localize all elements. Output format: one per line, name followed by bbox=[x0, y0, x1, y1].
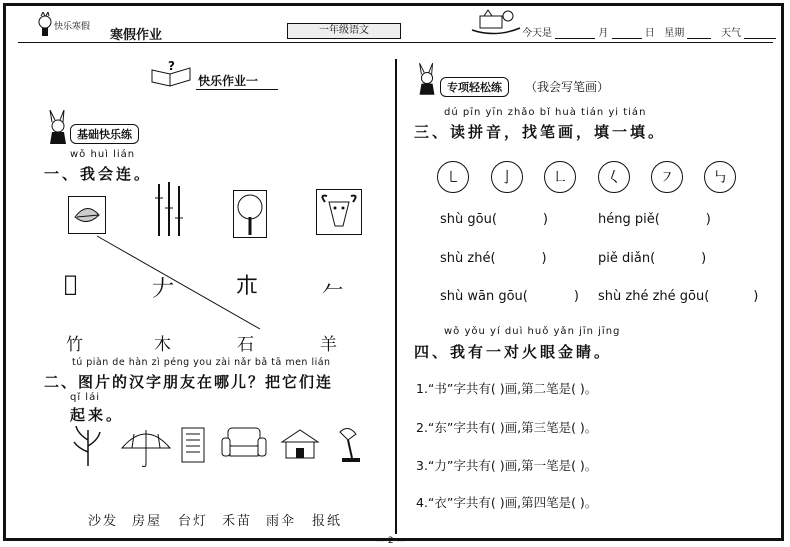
q3-pinyin: dú pīn yīn zhǎo bǐ huà tián yi tián bbox=[444, 107, 647, 118]
close-paren: ) bbox=[753, 289, 759, 304]
rabbit-mascot-icon-right bbox=[414, 62, 440, 100]
q4-item-4: 4.“衣”字共有( )画,第四笔是( )。 bbox=[416, 495, 598, 510]
modern-char-1: 竹 bbox=[66, 335, 83, 355]
date-today-label: 今天是 bbox=[522, 28, 552, 39]
stroke-name-row-2-left bbox=[440, 251, 547, 266]
stroke-name-label: shù zhé( bbox=[440, 251, 496, 266]
stroke-circle-6: ㇉ bbox=[704, 161, 736, 193]
brand-logo bbox=[36, 12, 110, 40]
date-day-label: 日 bbox=[644, 28, 655, 39]
goat-picture bbox=[316, 189, 362, 235]
stroke-name-row-2-right bbox=[598, 251, 706, 266]
ancient-char-2: 𠂇 bbox=[152, 277, 175, 302]
stroke-name-row-1-right bbox=[598, 212, 711, 227]
date-week-blank bbox=[687, 28, 711, 39]
date-week-label: 星期 bbox=[664, 28, 685, 39]
q1-pinyin: wǒ huì lián bbox=[70, 149, 136, 160]
stroke-circle-5: ㇇ bbox=[651, 161, 683, 193]
column-divider bbox=[395, 59, 397, 534]
tree-picture bbox=[233, 190, 267, 238]
stroke-name-row-3-right bbox=[598, 289, 758, 304]
date-day-blank bbox=[612, 28, 642, 39]
book-icon bbox=[150, 60, 194, 94]
stroke-circle-2: 亅 bbox=[491, 161, 523, 193]
page-number: — 2 — bbox=[376, 536, 406, 546]
close-paren: ) bbox=[701, 251, 707, 266]
grade-label: 一年级语文 bbox=[287, 23, 401, 39]
close-paren: ) bbox=[573, 289, 579, 304]
modern-char-4: 羊 bbox=[320, 335, 337, 355]
q3-title: 三、读拼音，找笔画，填一填。 bbox=[414, 123, 667, 141]
q2-pinyin-2: qǐ lái bbox=[70, 392, 100, 403]
date-weather-label: 天气 bbox=[721, 28, 742, 39]
q2-pinyin: tú piàn de hàn zì péng you zài nǎr bǎ tā men lián bbox=[72, 357, 331, 368]
stroke-name-label: héng piě( bbox=[598, 212, 660, 227]
q4-title: 四、我有一对火眼金睛。 bbox=[414, 343, 613, 361]
umbrella-picture bbox=[120, 426, 172, 468]
modern-char-2: 木 bbox=[154, 335, 171, 355]
word-3: 台灯 bbox=[178, 514, 209, 529]
q4-item-2: 2.“东”字共有( )画,第三笔是( )。 bbox=[416, 420, 598, 435]
page-banner: 快乐作业一 bbox=[198, 74, 259, 88]
stroke-name-row-3-left bbox=[440, 289, 579, 304]
date-month-label: 月 bbox=[598, 28, 609, 39]
close-paren: ) bbox=[542, 212, 548, 227]
stroke-name-row-1-left bbox=[440, 212, 548, 227]
stroke-circle-4: 𡿨 bbox=[598, 161, 630, 193]
ancient-char-1: 𡴀 bbox=[64, 272, 78, 297]
date-year-blank bbox=[555, 28, 595, 39]
date-line bbox=[522, 24, 776, 39]
rabbit-mascot-icon bbox=[44, 110, 72, 148]
stroke-name-label: shù wān gōu( bbox=[440, 289, 528, 304]
q4-item-1: 1.“书”字共有( )画,第二笔是( )。 bbox=[416, 381, 598, 396]
leaf-picture bbox=[68, 196, 106, 234]
seedling-picture bbox=[70, 424, 106, 466]
q1-title: 一、我会连。 bbox=[44, 165, 153, 183]
q2-title-2: 起来。 bbox=[70, 406, 125, 424]
svg-text:快乐寒假: 快乐寒假 bbox=[54, 22, 91, 32]
word-4: 禾苗 bbox=[222, 514, 253, 529]
ancient-char-4: 𠂉 bbox=[322, 279, 345, 304]
ancient-char-3: 𣎳 bbox=[236, 274, 259, 299]
word-6: 报纸 bbox=[312, 514, 343, 529]
section-tag-special: 专项轻松练 bbox=[440, 77, 509, 97]
bamboo-picture bbox=[151, 182, 189, 238]
close-paren: ) bbox=[541, 251, 547, 266]
q2-title: 二、图片的汉字朋友在哪儿？把它们连 bbox=[44, 373, 334, 391]
stroke-circle-1: ㇄ bbox=[437, 161, 469, 193]
modern-char-3: 石 bbox=[237, 335, 254, 355]
stroke-name-label: shù zhé zhé gōu( bbox=[598, 289, 710, 304]
banner-underline bbox=[196, 89, 278, 90]
section-note: （我会写笔画） bbox=[525, 80, 610, 94]
stroke-circle-3: ㇗ bbox=[544, 161, 576, 193]
word-5: 雨伞 bbox=[266, 514, 297, 529]
q4-pinyin: wǒ yǒu yí duì huǒ yǎn jīn jīng bbox=[444, 326, 621, 337]
section-tag-basic: 基础快乐练 bbox=[70, 124, 139, 144]
sleigh-icon bbox=[470, 8, 522, 40]
desk-lamp-picture bbox=[334, 424, 364, 464]
stroke-name-label: piě diǎn( bbox=[598, 251, 656, 266]
date-weather-blank bbox=[744, 28, 776, 39]
brand-title: 寒假作业 bbox=[110, 28, 163, 43]
header-rule bbox=[18, 42, 773, 43]
svg-text:?: ? bbox=[168, 60, 175, 73]
word-1: 沙发 bbox=[88, 514, 119, 529]
close-paren: ) bbox=[705, 212, 711, 227]
house-picture bbox=[280, 428, 320, 460]
sofa-picture bbox=[220, 426, 268, 462]
q4-item-3: 3.“力”字共有( )画,第一笔是( )。 bbox=[416, 458, 598, 473]
newspaper-picture bbox=[180, 426, 208, 464]
stroke-name-label: shù gōu( bbox=[440, 212, 497, 227]
word-2: 房屋 bbox=[132, 514, 163, 529]
